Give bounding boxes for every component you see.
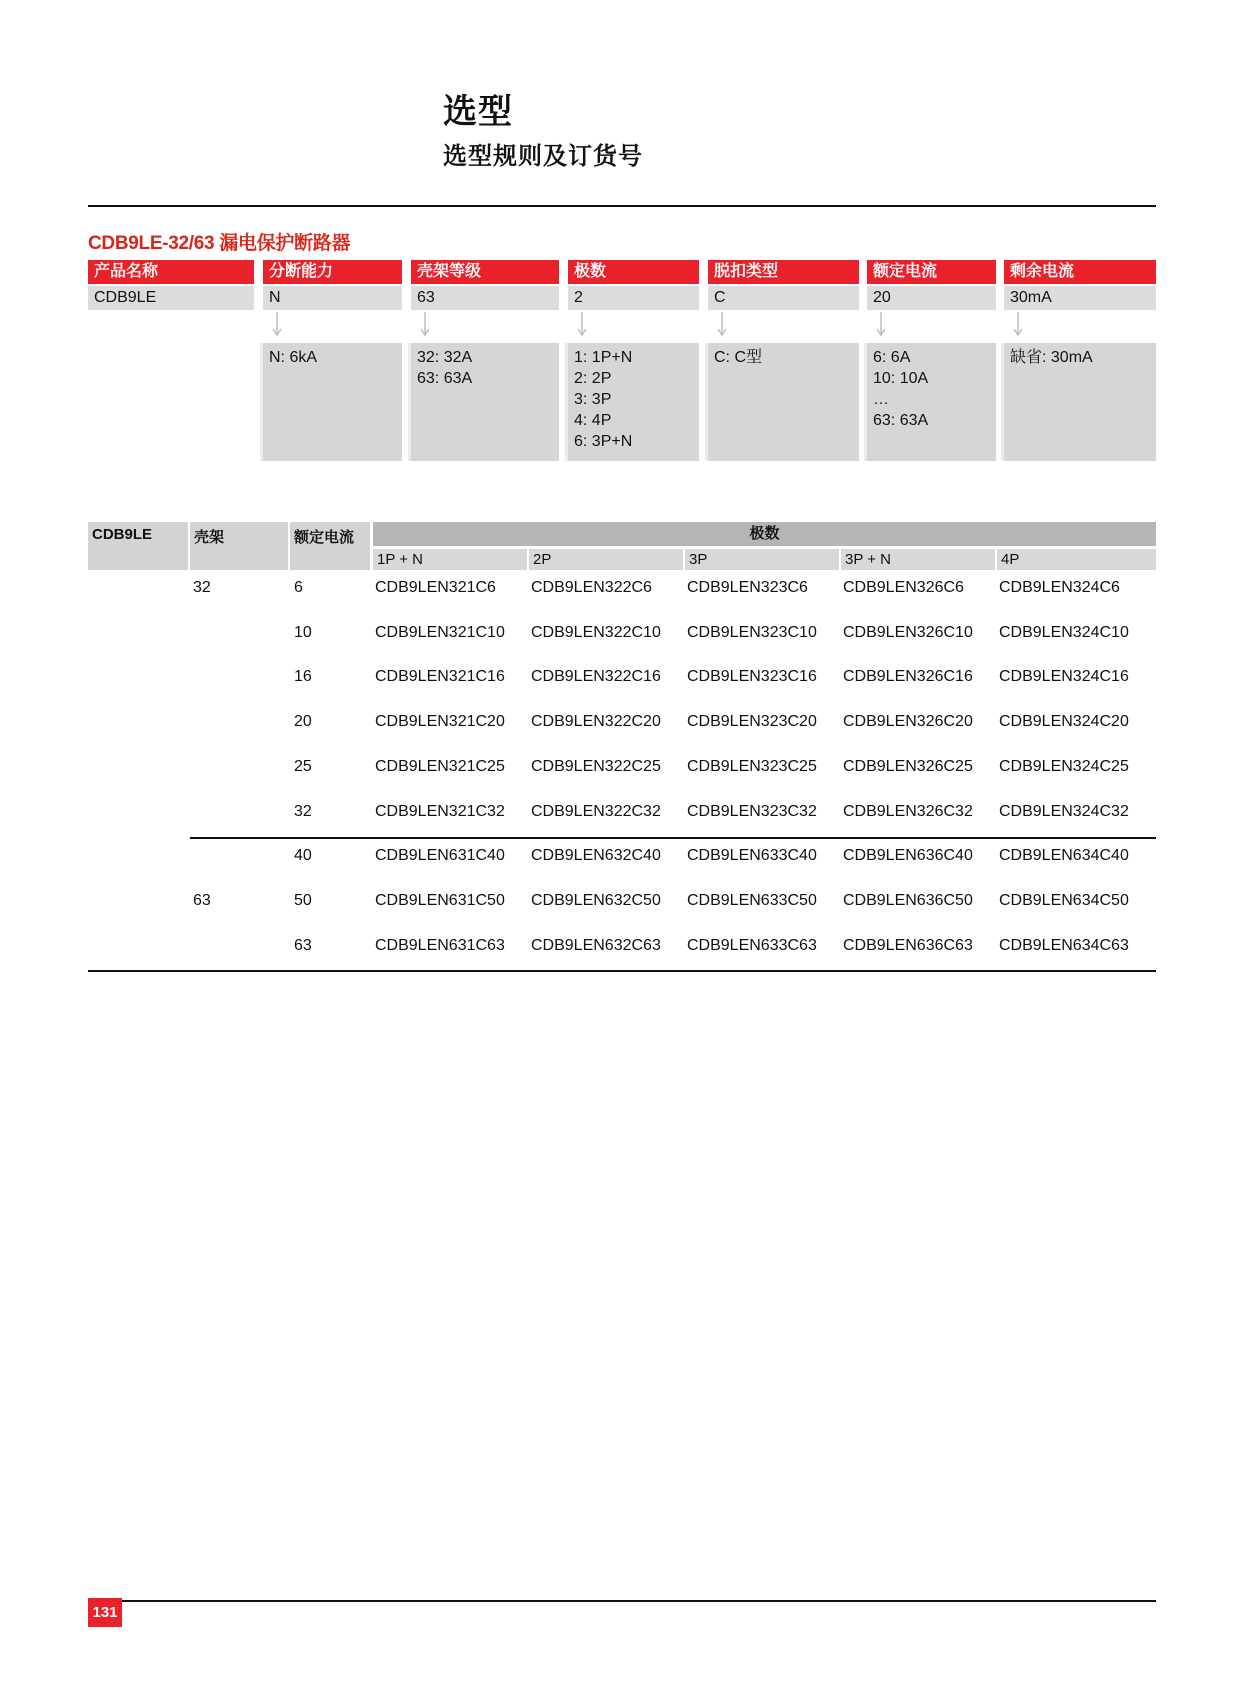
header-rated-current: 额定电流 <box>290 522 370 570</box>
order-number-cell: CDB9LEN326C20 <box>843 713 973 730</box>
order-number-cell: CDB9LEN324C20 <box>999 713 1129 730</box>
rated-current-cell: 25 <box>294 758 312 775</box>
order-number-cell: CDB9LEN322C6 <box>531 579 652 596</box>
order-number-cell: CDB9LEN633C63 <box>687 937 817 954</box>
order-number-cell: CDB9LEN321C6 <box>375 579 496 596</box>
selection-example-value: N <box>263 286 402 310</box>
header-pole-column: 1P + N <box>373 549 527 570</box>
selection-column-header: 产品名称 <box>88 260 254 284</box>
order-number-cell: CDB9LEN324C32 <box>999 803 1129 820</box>
selection-example-value: 30mA <box>1004 286 1156 310</box>
selection-option: 63: 63A <box>873 412 929 429</box>
down-arrow-icon <box>716 312 728 338</box>
selection-example-value: 2 <box>568 286 699 310</box>
selection-column <box>708 260 859 310</box>
order-number-cell: CDB9LEN634C50 <box>999 892 1129 909</box>
rated-current-cell: 10 <box>294 624 312 641</box>
rated-current-cell: 63 <box>294 937 312 954</box>
order-number-cell: CDB9LEN322C20 <box>531 713 661 730</box>
order-number-cell: CDB9LEN323C16 <box>687 668 817 685</box>
page-number: 131 <box>88 1598 122 1627</box>
order-number-cell: CDB9LEN326C32 <box>843 803 973 820</box>
header-pole-column: 2P <box>529 549 683 570</box>
order-number-cell: CDB9LEN633C50 <box>687 892 817 909</box>
rated-current-cell: 32 <box>294 803 312 820</box>
selection-option: N: 6kA <box>269 349 318 366</box>
selection-option: 6: 6A <box>873 349 911 366</box>
order-number-cell: CDB9LEN322C32 <box>531 803 661 820</box>
order-number-cell: CDB9LEN326C10 <box>843 624 973 641</box>
order-number-cell: CDB9LEN324C6 <box>999 579 1120 596</box>
bottom-divider <box>88 970 1156 972</box>
selection-example-value: C <box>708 286 859 310</box>
selection-option: 6: 3P+N <box>574 433 633 450</box>
selection-option: 10: 10A <box>873 370 929 387</box>
selection-column-header: 极数 <box>568 260 699 284</box>
order-number-cell: CDB9LEN634C40 <box>999 847 1129 864</box>
order-number-cell: CDB9LEN321C16 <box>375 668 505 685</box>
rated-current-cell: 40 <box>294 847 312 864</box>
down-arrow-icon <box>875 312 887 338</box>
order-number-cell: CDB9LEN636C50 <box>843 892 973 909</box>
order-number-cell: CDB9LEN324C16 <box>999 668 1129 685</box>
selection-option: C: C型 <box>714 349 763 366</box>
selection-column-header: 分断能力 <box>263 260 402 284</box>
selection-option: 4: 4P <box>574 412 612 429</box>
frame-label-63: 63 <box>193 892 211 909</box>
rated-current-cell: 50 <box>294 892 312 909</box>
selection-column-header: 剩余电流 <box>1004 260 1156 284</box>
selection-column <box>88 260 254 310</box>
order-number-cell: CDB9LEN322C16 <box>531 668 661 685</box>
order-number-cell: CDB9LEN326C16 <box>843 668 973 685</box>
selection-column <box>263 260 402 310</box>
order-number-cell: CDB9LEN323C20 <box>687 713 817 730</box>
frame-group-divider <box>190 837 1156 839</box>
header-poles: 极数 <box>373 522 1156 546</box>
order-number-cell: CDB9LEN321C10 <box>375 624 505 641</box>
order-number-cell: CDB9LEN323C25 <box>687 758 817 775</box>
rated-current-cell: 16 <box>294 668 312 685</box>
selection-option: 1: 1P+N <box>574 349 633 366</box>
selection-column <box>411 260 559 310</box>
order-number-cell: CDB9LEN322C25 <box>531 758 661 775</box>
selection-options-box <box>408 343 559 461</box>
order-number-cell: CDB9LEN633C40 <box>687 847 817 864</box>
rated-current-cell: 6 <box>294 579 303 596</box>
selection-option: 3: 3P <box>574 391 612 408</box>
selection-options-box <box>864 343 996 461</box>
order-number-cell: CDB9LEN631C50 <box>375 892 505 909</box>
order-number-cell: CDB9LEN323C6 <box>687 579 808 596</box>
order-number-cell: CDB9LEN632C50 <box>531 892 661 909</box>
selection-column <box>1004 260 1156 310</box>
selection-column-header: 脱扣类型 <box>708 260 859 284</box>
selection-option: 32: 32A <box>417 349 473 366</box>
order-number-cell: CDB9LEN631C63 <box>375 937 505 954</box>
selection-options-box <box>705 343 859 461</box>
order-number-cell: CDB9LEN324C25 <box>999 758 1129 775</box>
order-number-cell: CDB9LEN324C10 <box>999 624 1129 641</box>
down-arrow-icon <box>1012 312 1024 338</box>
page-subtitle: 选型规则及订货号 <box>443 143 643 170</box>
down-arrow-icon <box>419 312 431 338</box>
footer-divider <box>88 1600 1156 1602</box>
down-arrow-icon <box>576 312 588 338</box>
order-number-cell: CDB9LEN321C20 <box>375 713 505 730</box>
order-number-cell: CDB9LEN322C10 <box>531 624 661 641</box>
selection-example-value: CDB9LE <box>88 286 254 310</box>
down-arrow-icon <box>271 312 283 338</box>
section-title: CDB9LE-32/63 漏电保护断路器 <box>88 233 351 254</box>
selection-column <box>568 260 699 310</box>
order-number-cell: CDB9LEN636C63 <box>843 937 973 954</box>
selection-option: 缺省: 30mA <box>1010 349 1093 366</box>
order-number-cell: CDB9LEN323C10 <box>687 624 817 641</box>
header-pole-column: 3P + N <box>841 549 995 570</box>
order-number-cell: CDB9LEN636C40 <box>843 847 973 864</box>
selection-column-header: 壳架等级 <box>411 260 559 284</box>
selection-options-box <box>565 343 699 461</box>
header-pole-column: 4P <box>997 549 1156 570</box>
order-number-cell: CDB9LEN321C32 <box>375 803 505 820</box>
selection-column-header: 额定电流 <box>867 260 996 284</box>
order-number-cell: CDB9LEN326C6 <box>843 579 964 596</box>
order-number-cell: CDB9LEN326C25 <box>843 758 973 775</box>
order-number-cell: CDB9LEN631C40 <box>375 847 505 864</box>
selection-options-box <box>260 343 402 461</box>
order-number-cell: CDB9LEN321C25 <box>375 758 505 775</box>
header-pole-column: 3P <box>685 549 839 570</box>
selection-option: 63: 63A <box>417 370 473 387</box>
selection-options-box <box>1001 343 1156 461</box>
order-number-cell: CDB9LEN632C40 <box>531 847 661 864</box>
selection-option: … <box>873 391 889 408</box>
header-product: CDB9LE <box>88 522 188 570</box>
selection-column <box>867 260 996 310</box>
top-divider <box>88 205 1156 207</box>
page-title: 选型 <box>443 93 513 131</box>
selection-option: 2: 2P <box>574 370 612 387</box>
header-frame: 壳架 <box>190 522 288 570</box>
selection-example-value: 63 <box>411 286 559 310</box>
order-number-cell: CDB9LEN634C63 <box>999 937 1129 954</box>
rated-current-cell: 20 <box>294 713 312 730</box>
selection-example-value: 20 <box>867 286 996 310</box>
order-number-cell: CDB9LEN632C63 <box>531 937 661 954</box>
order-number-cell: CDB9LEN323C32 <box>687 803 817 820</box>
frame-label-32: 32 <box>193 579 211 596</box>
